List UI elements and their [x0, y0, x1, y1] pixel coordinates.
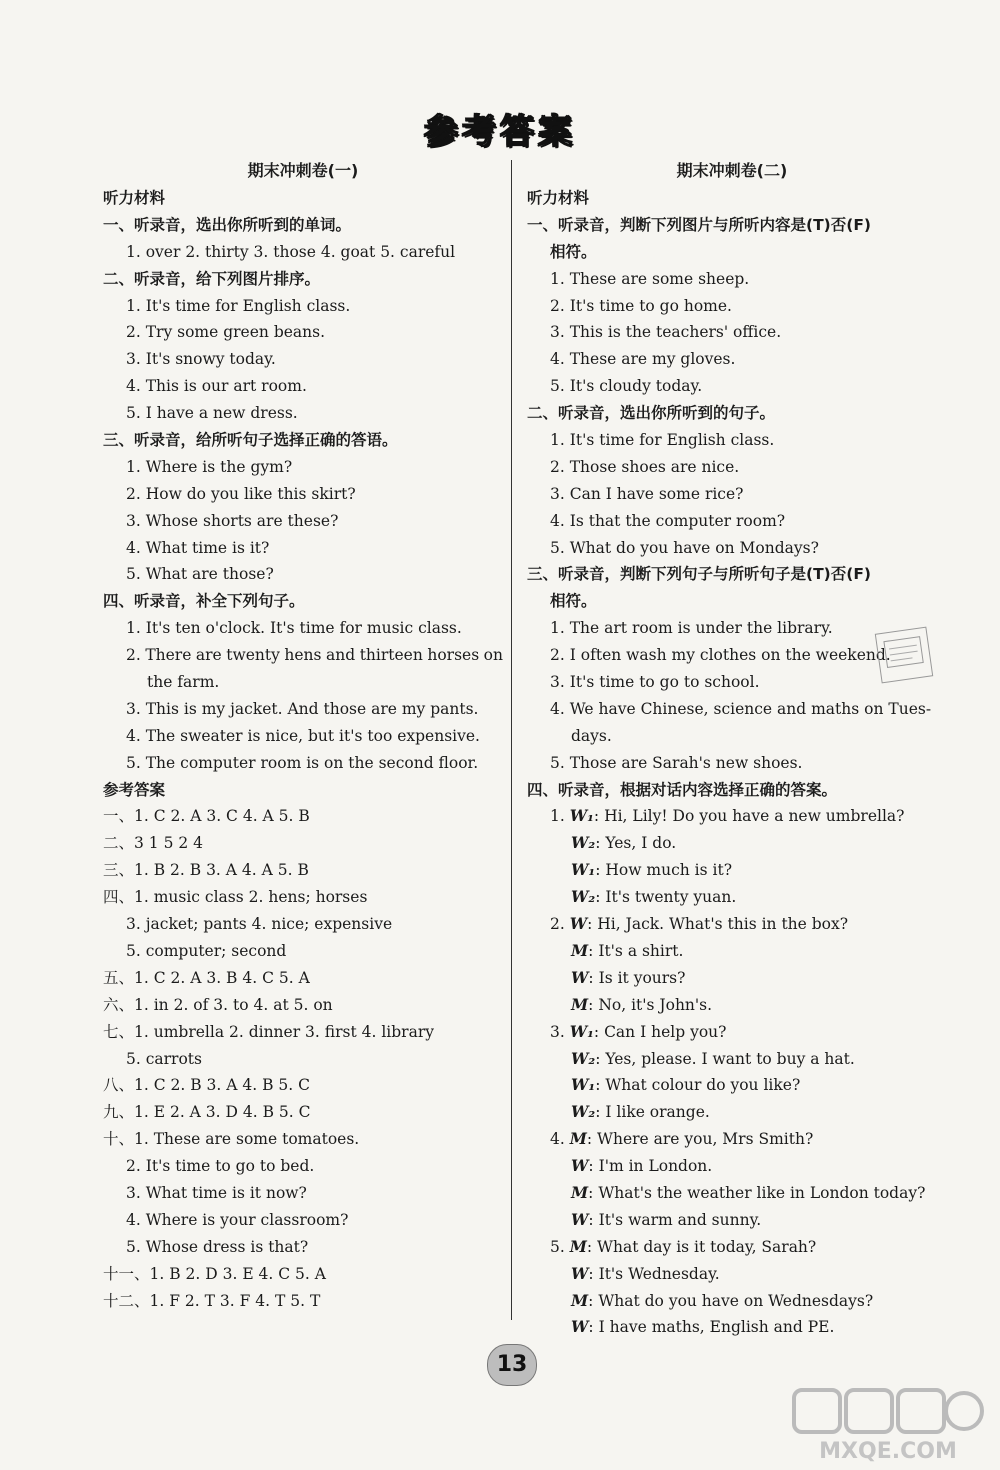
left-line: 二、听录音，给下列图片排序。 — [103, 269, 321, 288]
page-number-badge: 13 — [487, 1344, 537, 1386]
right-line: 二、听录音，选出你所听到的句子。 — [527, 404, 776, 423]
right-line: 一、听录音，判断下列图片与所听内容是(T)否(F) — [527, 215, 871, 234]
speaker-label: W — [571, 1317, 589, 1337]
left-line: 3. Whose shorts are these? — [126, 511, 339, 530]
left-line: 听力材料 — [103, 189, 166, 207]
left-line: the farm. — [147, 673, 220, 692]
left-line: 5. Whose dress is that? — [126, 1237, 309, 1256]
right-line: M: It's a shirt. — [571, 940, 684, 960]
right-line: 相符。 — [550, 592, 597, 611]
speaker-label: W — [571, 1156, 589, 1176]
left-line: 4. This is our art room. — [126, 377, 307, 396]
right-line: 相符。 — [550, 242, 597, 261]
page-title-wrap — [0, 104, 1000, 153]
left-line: 十、1. These are some tomatoes. — [103, 1130, 360, 1149]
speaker-label: W₁ — [571, 860, 596, 880]
speaker-label: W — [571, 967, 589, 987]
speaker-label: W₁ — [571, 1075, 596, 1095]
right-line: M: What's the weather like in London today? — [571, 1182, 926, 1202]
speaker-label: W — [571, 1263, 589, 1283]
speaker-label: M — [571, 994, 589, 1014]
left-line: 4. The sweater is nice, but it's too expensive. — [126, 726, 480, 745]
left-line: 5. What are those? — [126, 565, 274, 584]
right-line: W: I have maths, English and PE. — [571, 1317, 835, 1337]
right-line: 2. W: Hi, Jack. What's this in the box? — [550, 914, 849, 934]
left-column-heading: 期末冲刺卷(一) — [247, 161, 359, 180]
left-line: 2. It's time to go to bed. — [126, 1157, 315, 1176]
left-line: 2. There are twenty hens and thirteen horses on — [126, 646, 503, 665]
left-line: 5. The computer room is on the second floor. — [126, 753, 479, 772]
right-line: 3. W₁: Can I help you? — [550, 1021, 727, 1041]
left-line: 四、1. music class 2. hens; horses — [103, 888, 368, 907]
left-line: 1. It's time for English class. — [126, 296, 351, 315]
left-column — [103, 158, 503, 1314]
left-line: 三、1. B 2. B 3. A 4. A 5. B — [103, 861, 309, 880]
left-line: 八、1. C 2. B 3. A 4. B 5. C — [103, 1076, 310, 1095]
left-line: 5. I have a new dress. — [126, 404, 298, 423]
right-line: W: It's warm and sunny. — [571, 1209, 762, 1229]
left-line: 一、1. C 2. A 3. C 4. A 5. B — [103, 807, 310, 826]
speaker-label: W — [569, 914, 588, 934]
left-line: 参考答案 — [103, 780, 166, 799]
speaker-label: W₂ — [571, 1102, 596, 1122]
right-line: 1. The art room is under the library. — [550, 619, 833, 638]
left-line: 1. It's ten o'clock. It's time for music class. — [126, 619, 462, 638]
right-line: 1. These are some sheep. — [550, 269, 750, 288]
speaker-label: W₂ — [571, 887, 596, 907]
right-line: 3. Can I have some rice? — [550, 484, 744, 503]
watermark-text: MXQE.COM — [819, 1439, 957, 1464]
left-line: 十二、1. F 2. T 3. F 4. T 5. T — [103, 1291, 321, 1310]
right-line: 听力材料 — [527, 189, 590, 207]
right-line: 三、听录音，判断下列句子与所听句子是(T)否(F) — [527, 565, 871, 584]
stamp-mark — [875, 627, 933, 684]
stamp-icon — [882, 634, 926, 669]
right-line: 5. M: What day is it today, Sarah? — [550, 1236, 817, 1256]
left-line: 3. What time is it now? — [126, 1183, 307, 1202]
right-line: W₂: I like orange. — [571, 1102, 710, 1122]
left-line: 六、1. in 2. of 3. to 4. at 5. on — [103, 995, 333, 1014]
right-line: 3. This is the teachers' office. — [550, 323, 782, 342]
left-line: 5. carrots — [126, 1049, 202, 1068]
left-column-lines — [103, 185, 503, 1314]
speaker-label: M — [571, 1290, 589, 1310]
left-line: 十一、1. B 2. D 3. E 4. C 5. A — [103, 1264, 326, 1283]
speaker-label: W₁ — [569, 806, 594, 826]
speaker-label: W₂ — [571, 833, 596, 853]
right-line: 四、听录音，根据对话内容选择正确的答案。 — [527, 780, 838, 799]
right-line: W: I'm in London. — [571, 1156, 713, 1176]
watermark-logo — [788, 1386, 988, 1464]
page-title: 参考答案 — [424, 112, 576, 152]
speaker-label: W — [571, 1209, 589, 1229]
right-line: W: Is it yours? — [571, 967, 686, 987]
left-line: 三、听录音，给所听句子选择正确的答语。 — [103, 431, 398, 450]
left-line: 3. This is my jacket. And those are my pants. — [126, 699, 479, 718]
left-line: 3. It's snowy today. — [126, 350, 276, 369]
speaker-label: M — [571, 940, 589, 960]
right-column-lines — [527, 185, 937, 1341]
right-line: 3. It's time to go to school. — [550, 673, 760, 692]
right-line: 1. It's time for English class. — [550, 431, 775, 450]
right-line: W₁: How much is it? — [571, 860, 733, 880]
right-line: 5. It's cloudy today. — [550, 377, 703, 396]
left-line: 4. Where is your classroom? — [126, 1210, 349, 1229]
right-line: M: No, it's John's. — [571, 994, 713, 1014]
right-column — [527, 158, 937, 1341]
right-line: 5. Those are Sarah's new shoes. — [550, 753, 803, 772]
left-line: 二、3 1 5 2 4 — [103, 834, 204, 853]
right-line: 4. Is that the computer room? — [550, 511, 786, 530]
right-line: 4. M: Where are you, Mrs Smith? — [550, 1129, 814, 1149]
left-line: 5. computer; second — [126, 941, 287, 960]
right-line: W₂: It's twenty yuan. — [571, 887, 737, 907]
left-line: 1. Where is the gym? — [126, 457, 293, 476]
right-line: 2. It's time to go home. — [550, 296, 732, 315]
right-line: 4. We have Chinese, science and maths on Tues- — [550, 699, 932, 718]
left-line: 五、1. C 2. A 3. B 4. C 5. A — [103, 968, 310, 987]
speaker-label: M — [571, 1182, 589, 1202]
left-line: 1. over 2. thirty 3. those 4. goat 5. careful — [126, 242, 456, 261]
right-line: 1. W₁: Hi, Lily! Do you have a new umbrella? — [550, 806, 905, 826]
speaker-label: W₁ — [569, 1021, 594, 1041]
left-line: 2. How do you like this skirt? — [126, 484, 356, 503]
right-line: W₂: Yes, please. I want to buy a hat. — [571, 1048, 855, 1068]
speaker-label: M — [569, 1236, 587, 1256]
speaker-label: M — [569, 1129, 587, 1149]
right-line: 2. Those shoes are nice. — [550, 457, 740, 476]
left-line: 一、听录音，选出你所听到的单词。 — [103, 215, 352, 234]
right-line: W: It's Wednesday. — [571, 1263, 720, 1283]
right-line: days. — [571, 726, 612, 745]
right-line: 4. These are my gloves. — [550, 350, 736, 369]
left-line: 九、1. E 2. A 3. D 4. B 5. C — [103, 1103, 311, 1122]
left-line: 四、听录音，补全下列句子。 — [103, 592, 305, 611]
right-line: 5. What do you have on Mondays? — [550, 538, 819, 557]
left-line: 2. Try some green beans. — [126, 323, 326, 342]
speaker-label: W₂ — [571, 1048, 596, 1068]
right-line: M: What do you have on Wednesdays? — [571, 1290, 874, 1310]
right-column-heading: 期末冲刺卷(二) — [676, 161, 788, 180]
right-line: W₂: Yes, I do. — [571, 833, 677, 853]
left-line: 七、1. umbrella 2. dinner 3. first 4. library — [103, 1022, 434, 1041]
right-line: 2. I often wash my clothes on the weekend. — [550, 646, 891, 665]
column-divider — [511, 160, 512, 1320]
left-line: 4. What time is it? — [126, 538, 270, 557]
left-line: 3. jacket; pants 4. nice; expensive — [126, 915, 393, 934]
right-line: W₁: What colour do you like? — [571, 1075, 801, 1095]
